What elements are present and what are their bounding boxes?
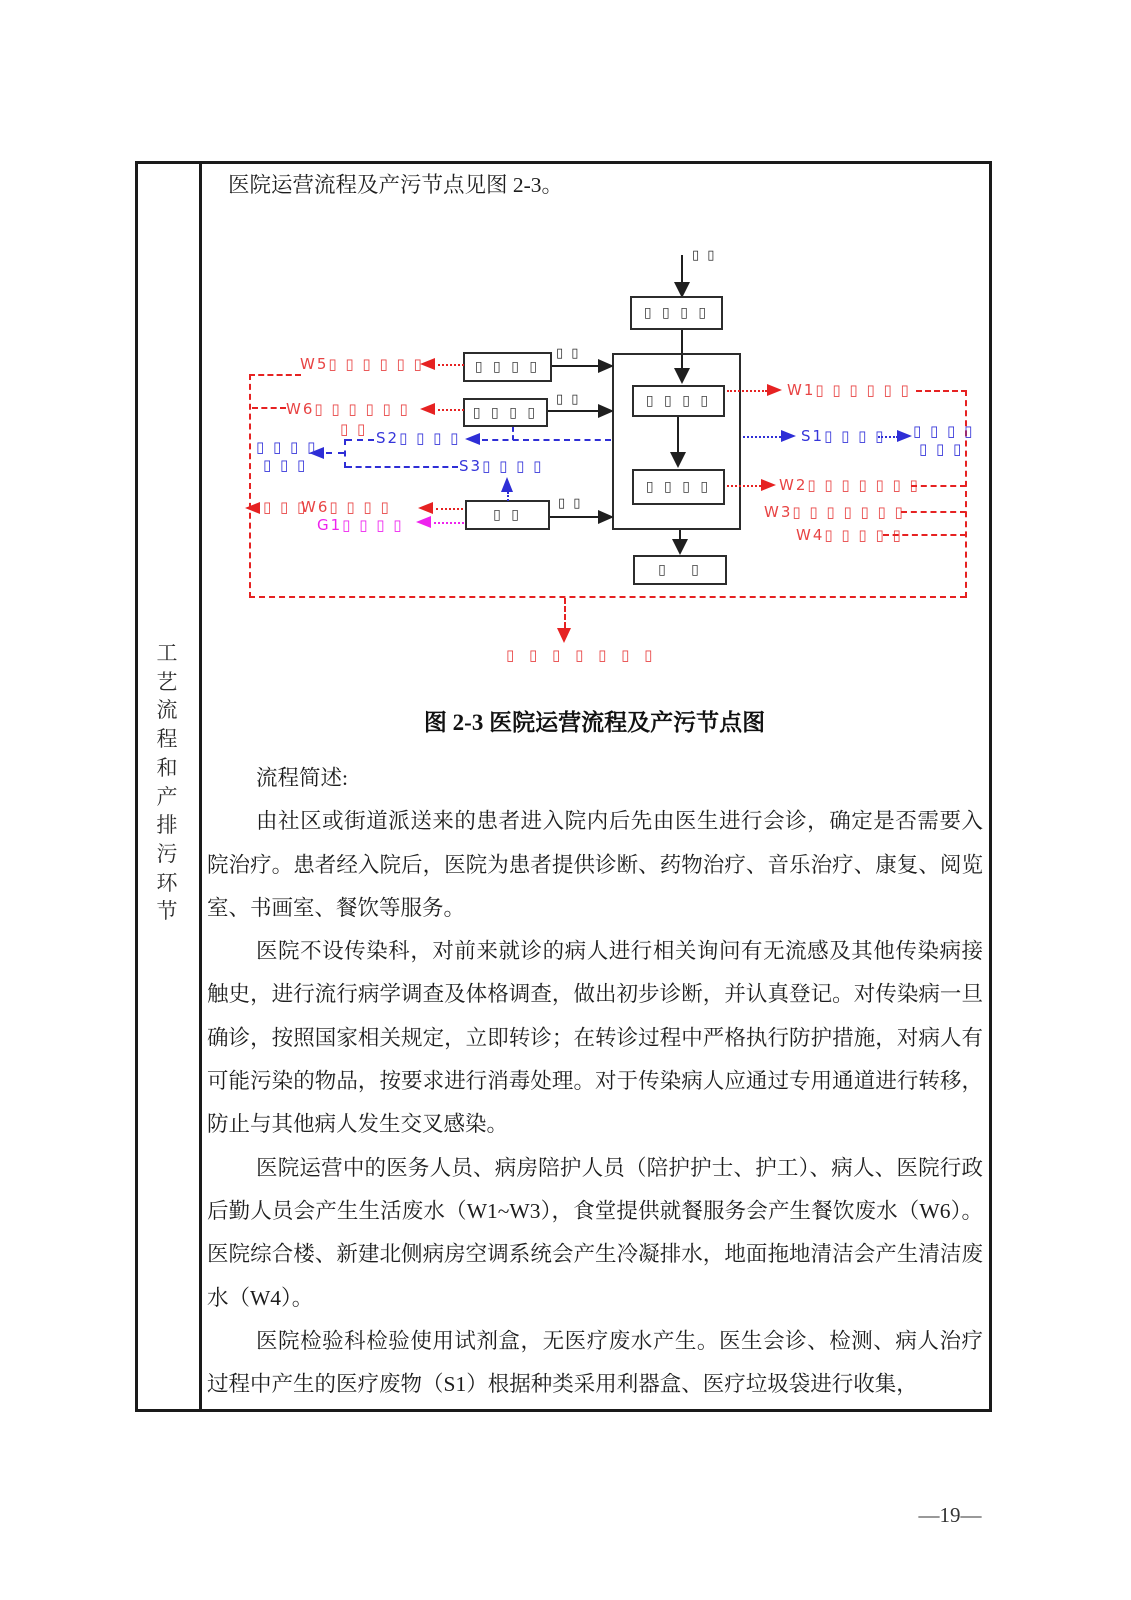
label-g1: G1▯ ▯ ▯ ▯ — [317, 516, 404, 534]
node-support-box-1: ▯ ▯ ▯ ▯ — [463, 352, 552, 382]
intro-line: 医院运营流程及产污节点见图 2-3。 — [228, 173, 564, 197]
arrowhead-right — [781, 430, 796, 442]
arrowhead-right — [598, 359, 614, 373]
label-left-red-text: ▯ ▯ ▯ — [263, 498, 308, 516]
arrow-line — [548, 410, 600, 412]
dotted-line — [434, 522, 464, 524]
label-w5: W5▯ ▯ ▯ ▯ ▯ ▯ — [300, 355, 424, 373]
section-label: 流程简述: — [256, 766, 348, 790]
paragraph: 医院不设传染科，对前来就诊的病人进行相关询问有无流感及其他传染病接触史，进行流行病学调查及体格调查，做出初步诊断，并认真登记。对传染病一旦确诊，按照国家相关规定，立即转诊；在转诊过程中严格执行防护措施，对病人有可能污染的物品，按要求进行消毒处理。对于传染病人应通过专用通道进行转移，防止与其他病人发生交叉感染。 — [207, 939, 983, 1137]
dotted-line — [438, 409, 464, 411]
arrowhead-left — [245, 502, 260, 514]
node-treat-box: ▯ ▯ ▯ ▯ — [632, 469, 725, 505]
label-s2: S2▯ ▯ ▯ ▯ — [376, 429, 461, 447]
blue-dashed-stub — [326, 452, 344, 454]
red-dashed-border-left — [249, 374, 251, 598]
label-right-blue-text-1: ▯ ▯ ▯ ▯ — [913, 422, 975, 440]
arrowhead-down — [557, 628, 571, 643]
dotted-line — [878, 436, 898, 438]
red-dashed-stub-w6 — [252, 407, 286, 409]
red-dashed-stub-w4 — [883, 534, 966, 536]
dotted-line — [727, 390, 767, 392]
page-number: —19— — [918, 1503, 982, 1527]
arrowhead-left — [418, 502, 433, 514]
arrow-line — [552, 365, 602, 367]
arrowhead-right — [761, 479, 776, 491]
blue-dashed-line-s2 — [482, 439, 611, 441]
label-w4: W4▯ ▯ ▯ ▯ ▯ — [796, 526, 903, 544]
label-left-blue-text-2: ▯ ▯ ▯ — [263, 456, 308, 474]
dotted-line — [727, 485, 761, 487]
node-discharge-box: ▯ ▯ — [633, 555, 727, 585]
arrowhead-right — [598, 510, 614, 524]
arrowhead-down — [670, 452, 686, 468]
label-w1: W1▯ ▯ ▯ ▯ ▯ ▯ — [787, 381, 911, 399]
red-dashed-border-bottom — [249, 596, 966, 598]
label-left-blue-text-1: ▯ ▯ ▯ ▯ — [256, 438, 318, 456]
label-w6: W6▯ ▯ ▯ ▯ ▯ ▯ — [286, 400, 410, 418]
arrowhead-down — [672, 539, 688, 555]
process-description — [207, 757, 983, 1406]
node-support-box-3: ▯ ▯ — [465, 500, 550, 530]
arrowhead-up — [501, 477, 513, 492]
arrowhead-left — [420, 403, 435, 415]
red-dashed-stub-top — [249, 374, 301, 376]
red-dashed-drop-line — [564, 598, 566, 628]
label-right-blue-text-2: ▯ ▯ ▯ — [919, 440, 964, 458]
blue-dashed-stub — [346, 439, 374, 441]
label-w2: W2▯ ▯ ▯ ▯ ▯ ▯ ▯ — [779, 476, 920, 494]
dotted-line — [438, 364, 464, 366]
label-w6-line2: ▯ ▯ — [340, 420, 368, 438]
diagram-edge-label-2: ▯ ▯ — [556, 392, 581, 407]
arrowhead-right — [598, 404, 614, 418]
arrowhead-left — [416, 516, 431, 528]
node-consult-box: ▯ ▯ ▯ ▯ — [632, 385, 725, 417]
label-w6b: W6▯ ▯ ▯ ▯ — [301, 498, 391, 516]
table-column-divider — [199, 161, 202, 1412]
arrowhead-right — [897, 430, 912, 442]
row-header-vertical-title: 工艺流程和产排污环节 — [156, 641, 178, 924]
arrowhead-left — [465, 433, 480, 445]
blue-dashed-bracket — [344, 439, 346, 468]
arrow-line — [550, 516, 600, 518]
red-dashed-stub-w1 — [916, 390, 967, 392]
paragraph: 医院检验科检验使用试剂盒，无医疗废水产生。医生会诊、检测、病人治疗过程中产生的医疗废物（S1）根据种类采用利器盒、医疗垃圾袋进行收集， — [207, 1328, 983, 1397]
label-w3: W3▯ ▯ ▯ ▯ ▯ ▯ ▯ — [764, 503, 905, 521]
diagram-edge-label-3: ▯ ▯ — [558, 496, 583, 511]
dotted-line — [436, 508, 463, 510]
red-dashed-stub-w2 — [911, 485, 966, 487]
label-bottom-red-text: ▯ ▯ ▯ ▯ ▯ ▯ ▯ — [506, 646, 658, 664]
dotted-line — [743, 436, 781, 438]
figure-caption: 图 2-3 医院运营流程及产污节点图 — [423, 710, 766, 735]
paragraph: 医院运营中的医务人员、病房陪护人员（陪护护士、护工）、病人、医院行政后勤人员会产生生活废水（W1~W3），食堂提供就餐服务会产生餐饮废水（W6）。医院综合楼、新建北侧病房空调系统会产生冷凝排水，地面拖地清洁会产生清洁废水（W4）。 — [207, 1155, 983, 1310]
label-s1: S1▯ ▯ ▯ ▯ — [801, 427, 886, 445]
blue-dotted-riser — [507, 492, 509, 501]
diagram-edge-label-1: ▯ ▯ — [556, 346, 581, 361]
label-s3: S3▯ ▯ ▯ ▯ — [459, 457, 544, 475]
blue-dashed-line-s3 — [346, 466, 458, 468]
node-support-box-2: ▯ ▯ ▯ ▯ — [463, 398, 548, 427]
red-dashed-stub-w3 — [901, 511, 966, 513]
arrow-line — [677, 417, 679, 453]
diagram-entry-label: ▯ ▯ — [692, 248, 717, 263]
arrowhead-right — [767, 384, 782, 396]
paragraph: 由社区或街道派送来的患者进入院内后先由医生进行会诊，确定是否需要入院治疗。患者经入院后，医院为患者提供诊断、药物治疗、音乐治疗、康复、阅览室、书画室、餐饮等服务。 — [207, 809, 983, 920]
node-triage-box: ▯ ▯ ▯ ▯ — [630, 296, 723, 330]
